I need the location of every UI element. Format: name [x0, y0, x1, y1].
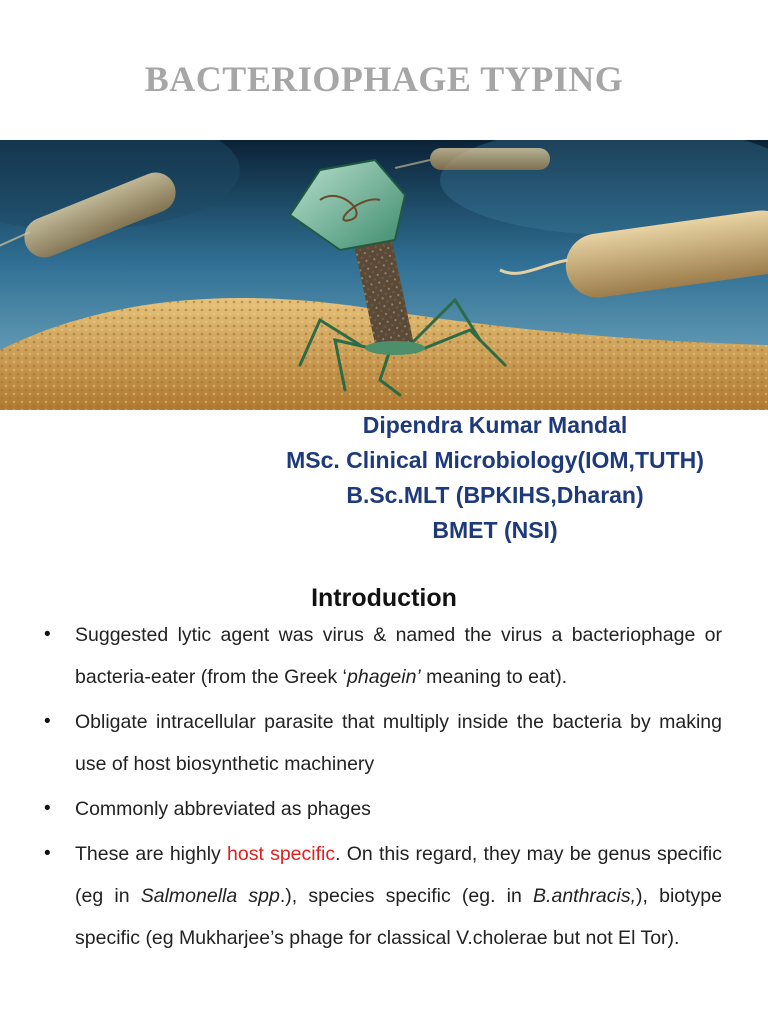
text-run: .), species specific (eg. in [279, 885, 534, 907]
text-run: meaning to eat). [420, 666, 568, 688]
introduction-bullet-list [0, 614, 768, 962]
bullet-icon: • [44, 624, 51, 645]
bullet-text [75, 833, 722, 959]
bullet-item [0, 788, 768, 830]
author-degree-bmet: BMET (NSI) [432, 517, 558, 543]
text-run: Obligate intracellular parasite that multiply inside the bacteria by making use of host biosynthetic machinery [75, 711, 722, 775]
highlighted-term: host specific [227, 843, 336, 865]
bullet-item [0, 701, 768, 785]
text-run: Commonly abbreviated as phages [75, 798, 371, 820]
text-run: These are highly [75, 843, 227, 865]
bacteriophage-illustration [0, 140, 768, 410]
bullet-item [0, 614, 768, 698]
author-name: Dipendra Kumar Mandal [362, 412, 628, 438]
text-run: . On this regard, they may be genus specific (eg in [75, 843, 722, 907]
bullet-item [0, 833, 768, 959]
author-degree-msc: MSc. Clinical Microbiology(IOM,TUTH) [286, 447, 704, 473]
text-run: Suggested lytic agent was virus & named the virus a bacteriophage or bacteria-eater (from the Greek ‘ [75, 624, 722, 688]
italic-term: B.anthracis, [533, 885, 637, 907]
italic-term: Salmonella spp [140, 885, 280, 907]
bullet-icon: • [44, 711, 51, 732]
slide-title: BACTERIOPHAGE TYPING [144, 59, 624, 99]
text-run: ), biotype specific (eg Mukharjee’s phage for classical V.cholerae but not El Tor). [75, 885, 722, 949]
bullet-text [75, 701, 722, 785]
bullet-text [75, 788, 722, 830]
italic-term: phagein’ [347, 666, 421, 688]
author-credentials [220, 408, 768, 548]
bullet-text [75, 614, 722, 698]
bullet-icon: • [44, 798, 51, 819]
bullet-icon: • [44, 843, 51, 864]
author-degree-bsc: B.Sc.MLT (BPKIHS,Dharan) [346, 482, 644, 508]
introduction-heading: Introduction [311, 584, 457, 612]
